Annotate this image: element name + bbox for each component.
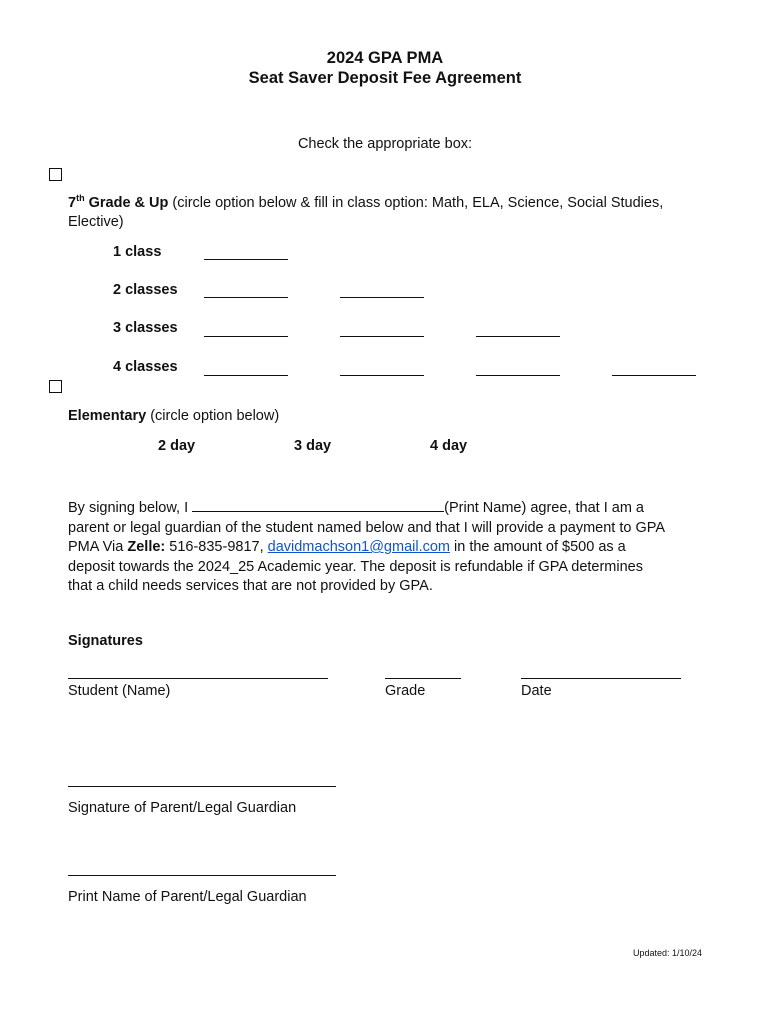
instruction-text: Check the appropriate box: <box>297 136 473 152</box>
option-4-classes[interactable]: 4 classes <box>113 359 178 375</box>
parent-signature-label: Signature of Parent/Legal Guardian <box>68 800 297 816</box>
parent-print-name-line[interactable] <box>68 875 336 876</box>
class-fill-blank[interactable] <box>204 259 288 260</box>
agreement-text: in the amount of $500 as a <box>450 539 626 555</box>
zelle-phone: 516-835-9817, <box>165 539 268 555</box>
print-name-blank[interactable] <box>192 497 444 512</box>
elementary-checkbox[interactable] <box>49 380 62 393</box>
grade-label: Grade <box>385 683 426 699</box>
email-link[interactable]: davidmachson1@gmail.com <box>267 539 450 555</box>
document-subtitle: Seat Saver Deposit Fee Agreement <box>248 69 522 87</box>
agreement-line <box>68 497 708 519</box>
class-fill-blank[interactable] <box>612 375 696 376</box>
student-name-label: Student (Name) <box>68 683 171 699</box>
agreement-line: deposit towards the 2024_25 Academic year. The deposit is refundable if GPA determines <box>68 558 643 575</box>
elementary-heading-line <box>68 408 279 424</box>
class-fill-blank[interactable] <box>340 336 424 337</box>
option-3-classes[interactable]: 3 classes <box>113 320 178 336</box>
class-fill-blank[interactable] <box>476 375 560 376</box>
option-2-classes[interactable]: 2 classes <box>113 282 178 298</box>
agreement-text: (Print Name) agree, that I am a <box>444 500 644 516</box>
parent-print-name-label: Print Name of Parent/Legal Guardian <box>68 889 307 905</box>
grade7-heading: Grade & Up <box>84 195 169 211</box>
grade7-description-cont: Elective) <box>68 214 124 230</box>
option-1-class[interactable]: 1 class <box>113 244 162 260</box>
grade7-heading-sup: th <box>76 193 85 203</box>
grade7-description: (circle option below & fill in class option: Math, ELA, Science, Social Studies, <box>168 195 664 211</box>
date-line[interactable] <box>521 678 681 679</box>
elementary-heading: Elementary <box>68 408 147 424</box>
agreement-paragraph <box>68 497 708 597</box>
agreement-line: parent or legal guardian of the student named below and that I will provide a payment to GPA <box>68 519 666 536</box>
updated-date: Updated: 1/10/24 <box>632 948 702 958</box>
class-fill-blank[interactable] <box>204 336 288 337</box>
grade-line[interactable] <box>385 678 461 679</box>
grade7-heading-num: 7 <box>68 195 77 211</box>
zelle-label: Zelle: <box>127 539 166 555</box>
date-label: Date <box>521 683 552 699</box>
parent-signature-line[interactable] <box>68 786 336 787</box>
option-2-day[interactable]: 2 day <box>158 438 196 454</box>
document-title: 2024 GPA PMA <box>326 49 444 67</box>
class-fill-blank[interactable] <box>476 336 560 337</box>
student-name-line[interactable] <box>68 678 328 679</box>
option-3-day[interactable]: 3 day <box>294 438 332 454</box>
class-fill-blank[interactable] <box>340 297 424 298</box>
grade7-checkbox[interactable] <box>49 168 62 181</box>
option-4-day[interactable]: 4 day <box>430 438 468 454</box>
agreement-line: that a child needs services that are not provided by GPA. <box>68 578 433 594</box>
class-fill-blank[interactable] <box>204 375 288 376</box>
grade7-heading-line <box>68 195 663 211</box>
elementary-description: (circle option below) <box>146 408 280 424</box>
agreement-text: PMA Via <box>68 539 128 555</box>
class-fill-blank[interactable] <box>340 375 424 376</box>
signatures-heading: Signatures <box>68 633 143 649</box>
agreement-line <box>68 538 708 558</box>
class-fill-blank[interactable] <box>204 297 288 298</box>
agreement-text: By signing below, I <box>68 500 193 516</box>
